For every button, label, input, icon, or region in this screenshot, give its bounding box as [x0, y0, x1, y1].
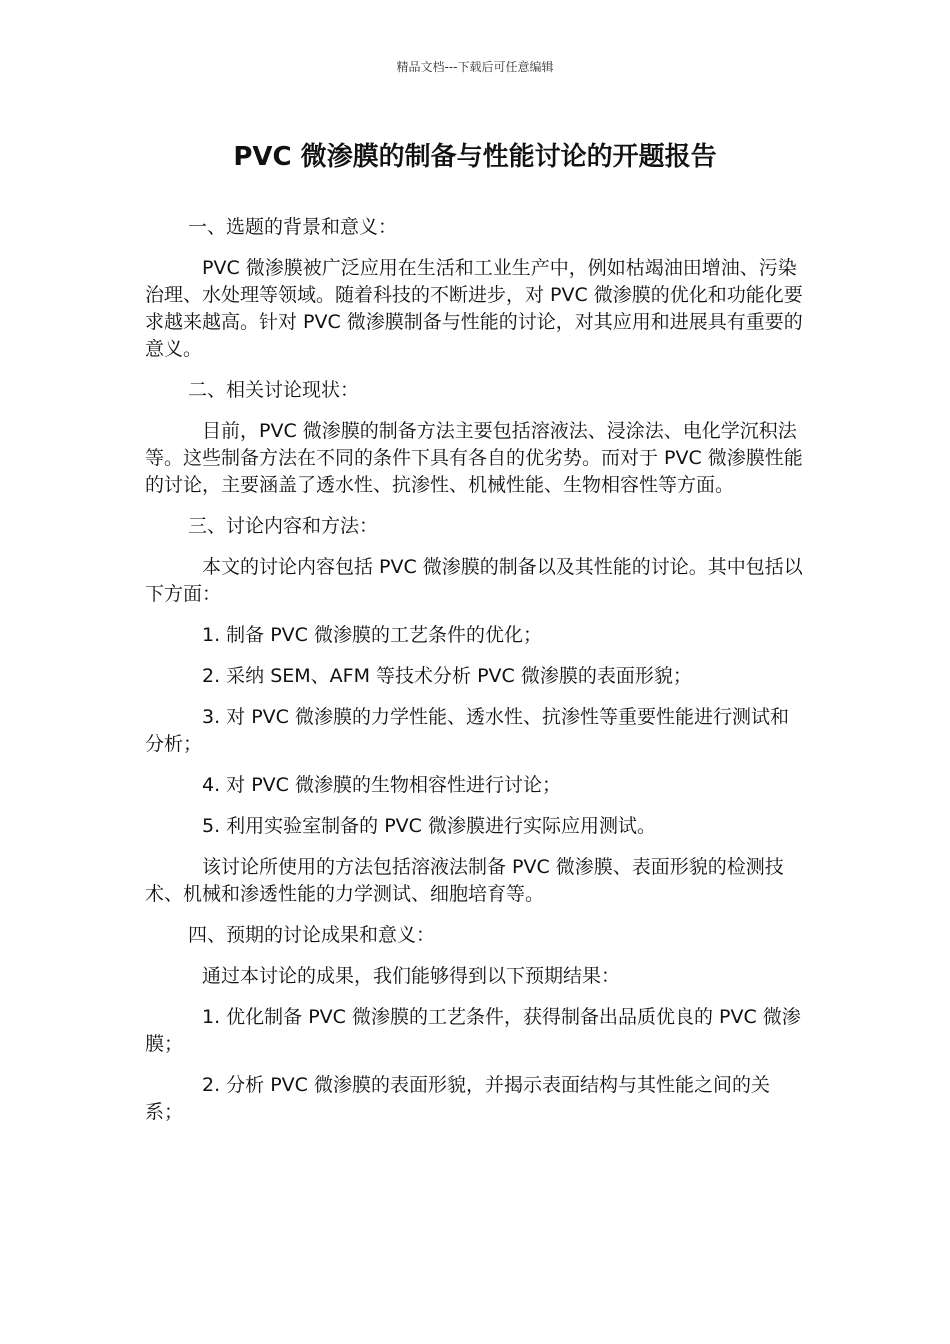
document-title: PVC 微渗膜的制备与性能讨论的开题报告: [233, 142, 717, 172]
list-item-content-2: 2. 采纳 SEM、AFM 等技术分析 PVC 微渗膜的表面形貌；: [202, 665, 692, 687]
list-item-content-1: 1. 制备 PVC 微渗膜的工艺条件的优化；: [202, 624, 542, 646]
section-heading-status: 二、相关讨论现状：: [188, 379, 360, 401]
list-item-content-5: 5. 利用实验室制备的 PVC 微渗膜进行实际应用测试。: [202, 815, 656, 837]
list-item-result-2: 2. 分析 PVC 微渗膜的表面形貌，并揭示表面结构与其性能之间的关系；: [145, 1074, 770, 1123]
list-item-result-1: 1. 优化制备 PVC 微渗膜的工艺条件，获得制备出品质优良的 PVC 微渗膜；: [145, 1006, 801, 1055]
list-item-content-4: 4. 对 PVC 微渗膜的生物相容性进行讨论；: [202, 774, 561, 796]
paragraph-content-intro: 本文的讨论内容包括 PVC 微渗膜的制备以及其性能的讨论。其中包括以下方面：: [145, 556, 803, 605]
paragraph-background: PVC 微渗膜被广泛应用在生活和工业生产中，例如枯竭油田增油、污染治理、水处理等领域。随着科技的不断进步，对 PVC 微渗膜的优化和功能化要求越来越高。针对 PVC 微渗膜制备与性能的讨论，对其应用和进展具有重要的意义。: [145, 257, 803, 360]
section-heading-results: 四、预期的讨论成果和意义：: [188, 924, 436, 946]
list-item-content-3: 3. 对 PVC 微渗膜的力学性能、透水性、抗渗性等重要性能进行测试和分析；: [145, 706, 789, 755]
section-heading-background: 一、选题的背景和意义：: [188, 216, 398, 238]
paragraph-methods: 该讨论所使用的方法包括溶液法制备 PVC 微渗膜、表面形貌的检测技术、机械和渗透性能的力学测试、细胞培育等。: [145, 856, 784, 905]
document-body: [145, 214, 807, 1140]
page-header: 精品文档---下载后可任意编辑: [396, 60, 554, 74]
section-heading-content: 三、讨论内容和方法：: [188, 515, 379, 537]
paragraph-status: 目前，PVC 微渗膜的制备方法主要包括溶液法、浸涂法、电化学沉积法等。这些制备方法在不同的条件下具有各自的优劣势。而对于 PVC 微渗膜性能的讨论，主要涵盖了透水性、抗渗性、机械性能、生物相容性等方面。: [145, 420, 803, 496]
paragraph-results-intro: 通过本讨论的成果，我们能够得到以下预期结果：: [202, 965, 621, 987]
